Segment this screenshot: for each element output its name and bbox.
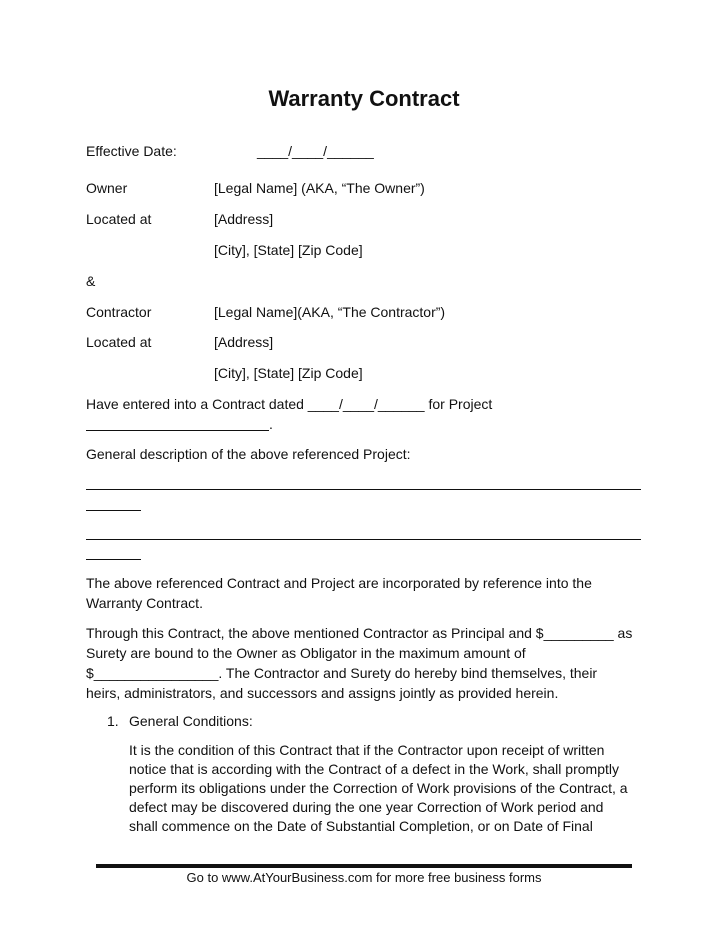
paragraph-line: notice that is according with the Contract of a defect in the Work, shall promptly	[129, 761, 619, 777]
paragraph-line: Warranty Contract.	[86, 595, 203, 611]
surety-paragraph	[86, 623, 632, 703]
owner-address: [Address]	[214, 211, 274, 227]
description-line-2	[86, 539, 641, 540]
paragraph-line: The above referenced Contract and Project are incorporated by reference into the	[86, 575, 592, 591]
contractor-legal-name: [Legal Name](AKA, “The Contractor”)	[214, 304, 446, 320]
owner-city-line: [City], [State] [Zip Code]	[214, 242, 363, 258]
project-blank-period: .	[269, 416, 273, 432]
description-line-2-end	[86, 559, 141, 560]
section-number: 1.	[107, 713, 119, 729]
paragraph-line: heirs, administrators, and successors and assigns jointly as provided herein.	[86, 685, 559, 701]
ampersand: &	[86, 273, 96, 289]
paragraph-line: Through this Contract, the above mentioned Contractor as Principal and $_________ as	[86, 625, 633, 641]
project-name-blank	[86, 430, 269, 431]
footer-rule	[96, 864, 632, 868]
owner-legal-name: [Legal Name] (AKA, “The Owner”)	[214, 180, 425, 196]
contractor-located-label: Located at	[86, 334, 152, 350]
contractor-address: [Address]	[214, 334, 274, 350]
section-body	[129, 741, 628, 836]
contractor-label: Contractor	[86, 304, 152, 320]
paragraph-line: shall commence on the Date of Substantial Completion, or on Date of Final	[129, 818, 593, 834]
owner-located-label: Located at	[86, 211, 152, 227]
document-title: Warranty Contract	[268, 86, 460, 111]
contract-dated-line: Have entered into a Contract dated ____/____/______ for Project	[86, 396, 493, 412]
paragraph-line: perform its obligations under the Correction of Work provisions of the Contract, a	[129, 780, 628, 796]
description-line-1	[86, 489, 641, 490]
owner-label: Owner	[86, 180, 128, 196]
section-heading: General Conditions:	[129, 713, 253, 729]
footer-text: Go to www.AtYourBusiness.com for more free business forms	[186, 870, 542, 885]
contractor-city-line: [City], [State] [Zip Code]	[214, 365, 363, 381]
general-description-label: General description of the above referenced Project:	[86, 446, 411, 462]
effective-date-blank: ____/____/______	[257, 143, 374, 159]
description-line-1-end	[86, 510, 141, 511]
paragraph-line: It is the condition of this Contract that if the Contractor upon receipt of written	[129, 742, 605, 758]
incorporated-paragraph	[86, 573, 592, 613]
effective-date-label: Effective Date:	[86, 143, 177, 159]
paragraph-line: Surety are bound to the Owner as Obligator in the maximum amount of	[86, 645, 526, 661]
paragraph-line: defect may be discovered during the one year Correction of Work period and	[129, 799, 604, 815]
paragraph-line: $________________. The Contractor and Surety do hereby bind themselves, their	[86, 665, 598, 681]
